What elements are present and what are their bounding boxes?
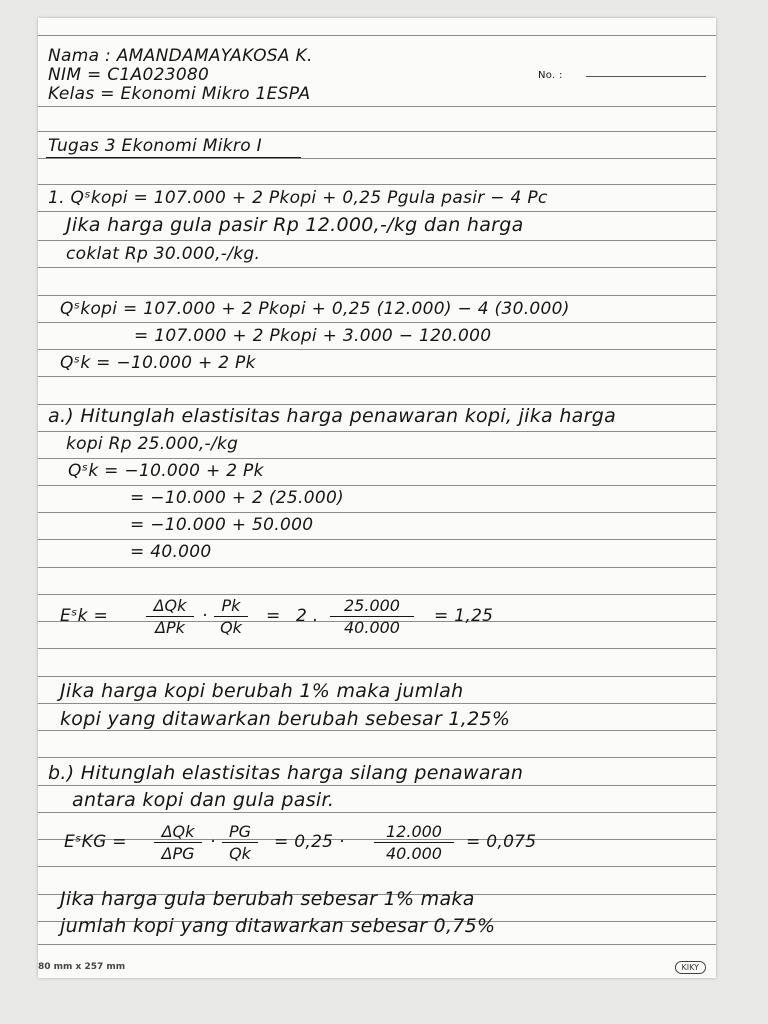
fraction-numerator: 25.000 — [344, 596, 400, 615]
rule-line — [38, 866, 716, 867]
part-a-conclusion-2: kopi yang ditawarkan berubah sebesar 1,25% — [60, 708, 511, 730]
rule-line — [38, 431, 716, 432]
rule-line — [38, 106, 716, 107]
rule-line — [38, 131, 716, 132]
part-b-fraction-delta — [154, 822, 202, 863]
part-a-step-2: = −10.000 + 2 (25.000) — [130, 488, 344, 508]
substitution-line-2: = 107.000 + 2 Pkopi + 3.000 − 120.000 — [134, 326, 492, 346]
fraction-numerator: PG — [228, 822, 252, 841]
fraction-bar — [214, 616, 248, 617]
fraction-numerator: Pk — [221, 596, 241, 615]
part-b-multiplier: = 0,25 · — [274, 832, 345, 852]
number-line — [586, 76, 706, 77]
rule-line — [38, 349, 716, 350]
rule-line — [38, 512, 716, 513]
rule-line — [38, 812, 716, 813]
part-b-fraction-ratio — [222, 822, 258, 863]
fraction-denominator: ΔPk — [155, 618, 185, 637]
part-b-fraction-values — [374, 822, 454, 863]
fraction-numerator: 12.000 — [386, 822, 442, 841]
rule-line — [38, 757, 716, 758]
rule-line — [38, 211, 716, 212]
part-a-fraction-delta — [146, 596, 194, 637]
student-nim: NIM = C1A023080 — [48, 65, 210, 85]
rule-line — [38, 785, 716, 786]
fraction-denominator: Qk — [220, 618, 242, 637]
fraction-numerator: ΔQk — [153, 596, 187, 615]
part-b-conclusion-1: Jika harga gula berubah sebesar 1% maka — [60, 888, 475, 910]
rule-line — [38, 703, 716, 704]
student-name: Nama : AMANDAMAYAKOSA K. — [48, 46, 313, 66]
part-a-question-1: a.) Hitunglah elastisitas harga penawaran kopi, jika harga — [48, 405, 617, 427]
fraction-denominator: 40.000 — [386, 844, 442, 863]
rule-line — [38, 458, 716, 459]
rule-line — [38, 322, 716, 323]
substitution-line-3: Qˢk = −10.000 + 2 Pk — [60, 353, 256, 373]
rule-line — [38, 184, 716, 185]
fraction-bar — [222, 842, 258, 843]
rule-line — [38, 240, 716, 241]
part-b-question-1: b.) Hitunglah elastisitas harga silang penawaran — [48, 762, 524, 784]
rule-line — [38, 267, 716, 268]
part-a-step-3: = −10.000 + 50.000 — [130, 515, 314, 535]
rule-line — [38, 295, 716, 296]
part-a-conclusion-1: Jika harga kopi berubah 1% maka jumlah — [60, 680, 464, 702]
rule-line — [38, 730, 716, 731]
brand-logo: KIKY — [675, 961, 706, 974]
part-a-fraction-values — [330, 596, 414, 637]
rule-line — [38, 35, 716, 36]
notebook-page — [38, 18, 716, 978]
supply-equation: 1. Qˢkopi = 107.000 + 2 Pkopi + 0,25 Pgula pasir − 4 Pc — [48, 188, 548, 208]
part-b-conclusion-2: jumlah kopi yang ditawarkan sebesar 0,75% — [60, 915, 496, 937]
fraction-denominator: Qk — [229, 844, 251, 863]
part-b-result: = 0,075 — [466, 832, 537, 852]
fraction-numerator: ΔQk — [161, 822, 195, 841]
student-class: Kelas = Ekonomi Mikro 1ESPA — [48, 84, 311, 104]
rule-line — [38, 158, 716, 159]
rule-line — [38, 944, 716, 945]
part-a-equals: = — [266, 606, 281, 626]
rule-line — [38, 485, 716, 486]
rule-line — [38, 594, 716, 595]
rule-line — [38, 376, 716, 377]
rule-line — [38, 676, 716, 677]
part-a-question-2: kopi Rp 25.000,-/kg — [66, 434, 239, 454]
part-a-multiplier: 2 . — [296, 606, 319, 626]
part-a-step-4: = 40.000 — [130, 542, 212, 562]
part-a-result: = 1,25 — [434, 606, 494, 626]
given-line-1: Jika harga gula pasir Rp 12.000,-/kg dan harga — [66, 214, 524, 236]
rule-line — [38, 567, 716, 568]
page-title: Tugas 3 Ekonomi Mikro I — [48, 136, 262, 156]
part-b-dot: · — [210, 832, 216, 852]
title-underline — [46, 157, 301, 158]
rule-line — [38, 539, 716, 540]
part-a-fraction-ratio — [214, 596, 248, 637]
paper-size-label: 80 mm x 257 mm — [38, 962, 126, 972]
fraction-bar — [330, 616, 414, 617]
fraction-denominator: ΔPG — [161, 844, 195, 863]
number-label: No. : — [538, 70, 563, 81]
substitution-line-1: Qˢkopi = 107.000 + 2 Pkopi + 0,25 (12.000) − 4 (30.000) — [60, 299, 570, 319]
fraction-denominator: 40.000 — [344, 618, 400, 637]
fraction-bar — [374, 842, 454, 843]
rule-line — [38, 648, 716, 649]
part-b-elasticity-label: EˢKG = — [64, 832, 127, 852]
given-line-2: coklat Rp 30.000,-/kg. — [66, 244, 261, 264]
fraction-bar — [154, 842, 202, 843]
fraction-bar — [146, 616, 194, 617]
part-a-elasticity-label: Eˢk = — [60, 606, 109, 626]
part-a-step-1: Qˢk = −10.000 + 2 Pk — [68, 461, 264, 481]
part-b-question-2: antara kopi dan gula pasir. — [72, 789, 335, 811]
part-a-dot: · — [202, 606, 208, 626]
